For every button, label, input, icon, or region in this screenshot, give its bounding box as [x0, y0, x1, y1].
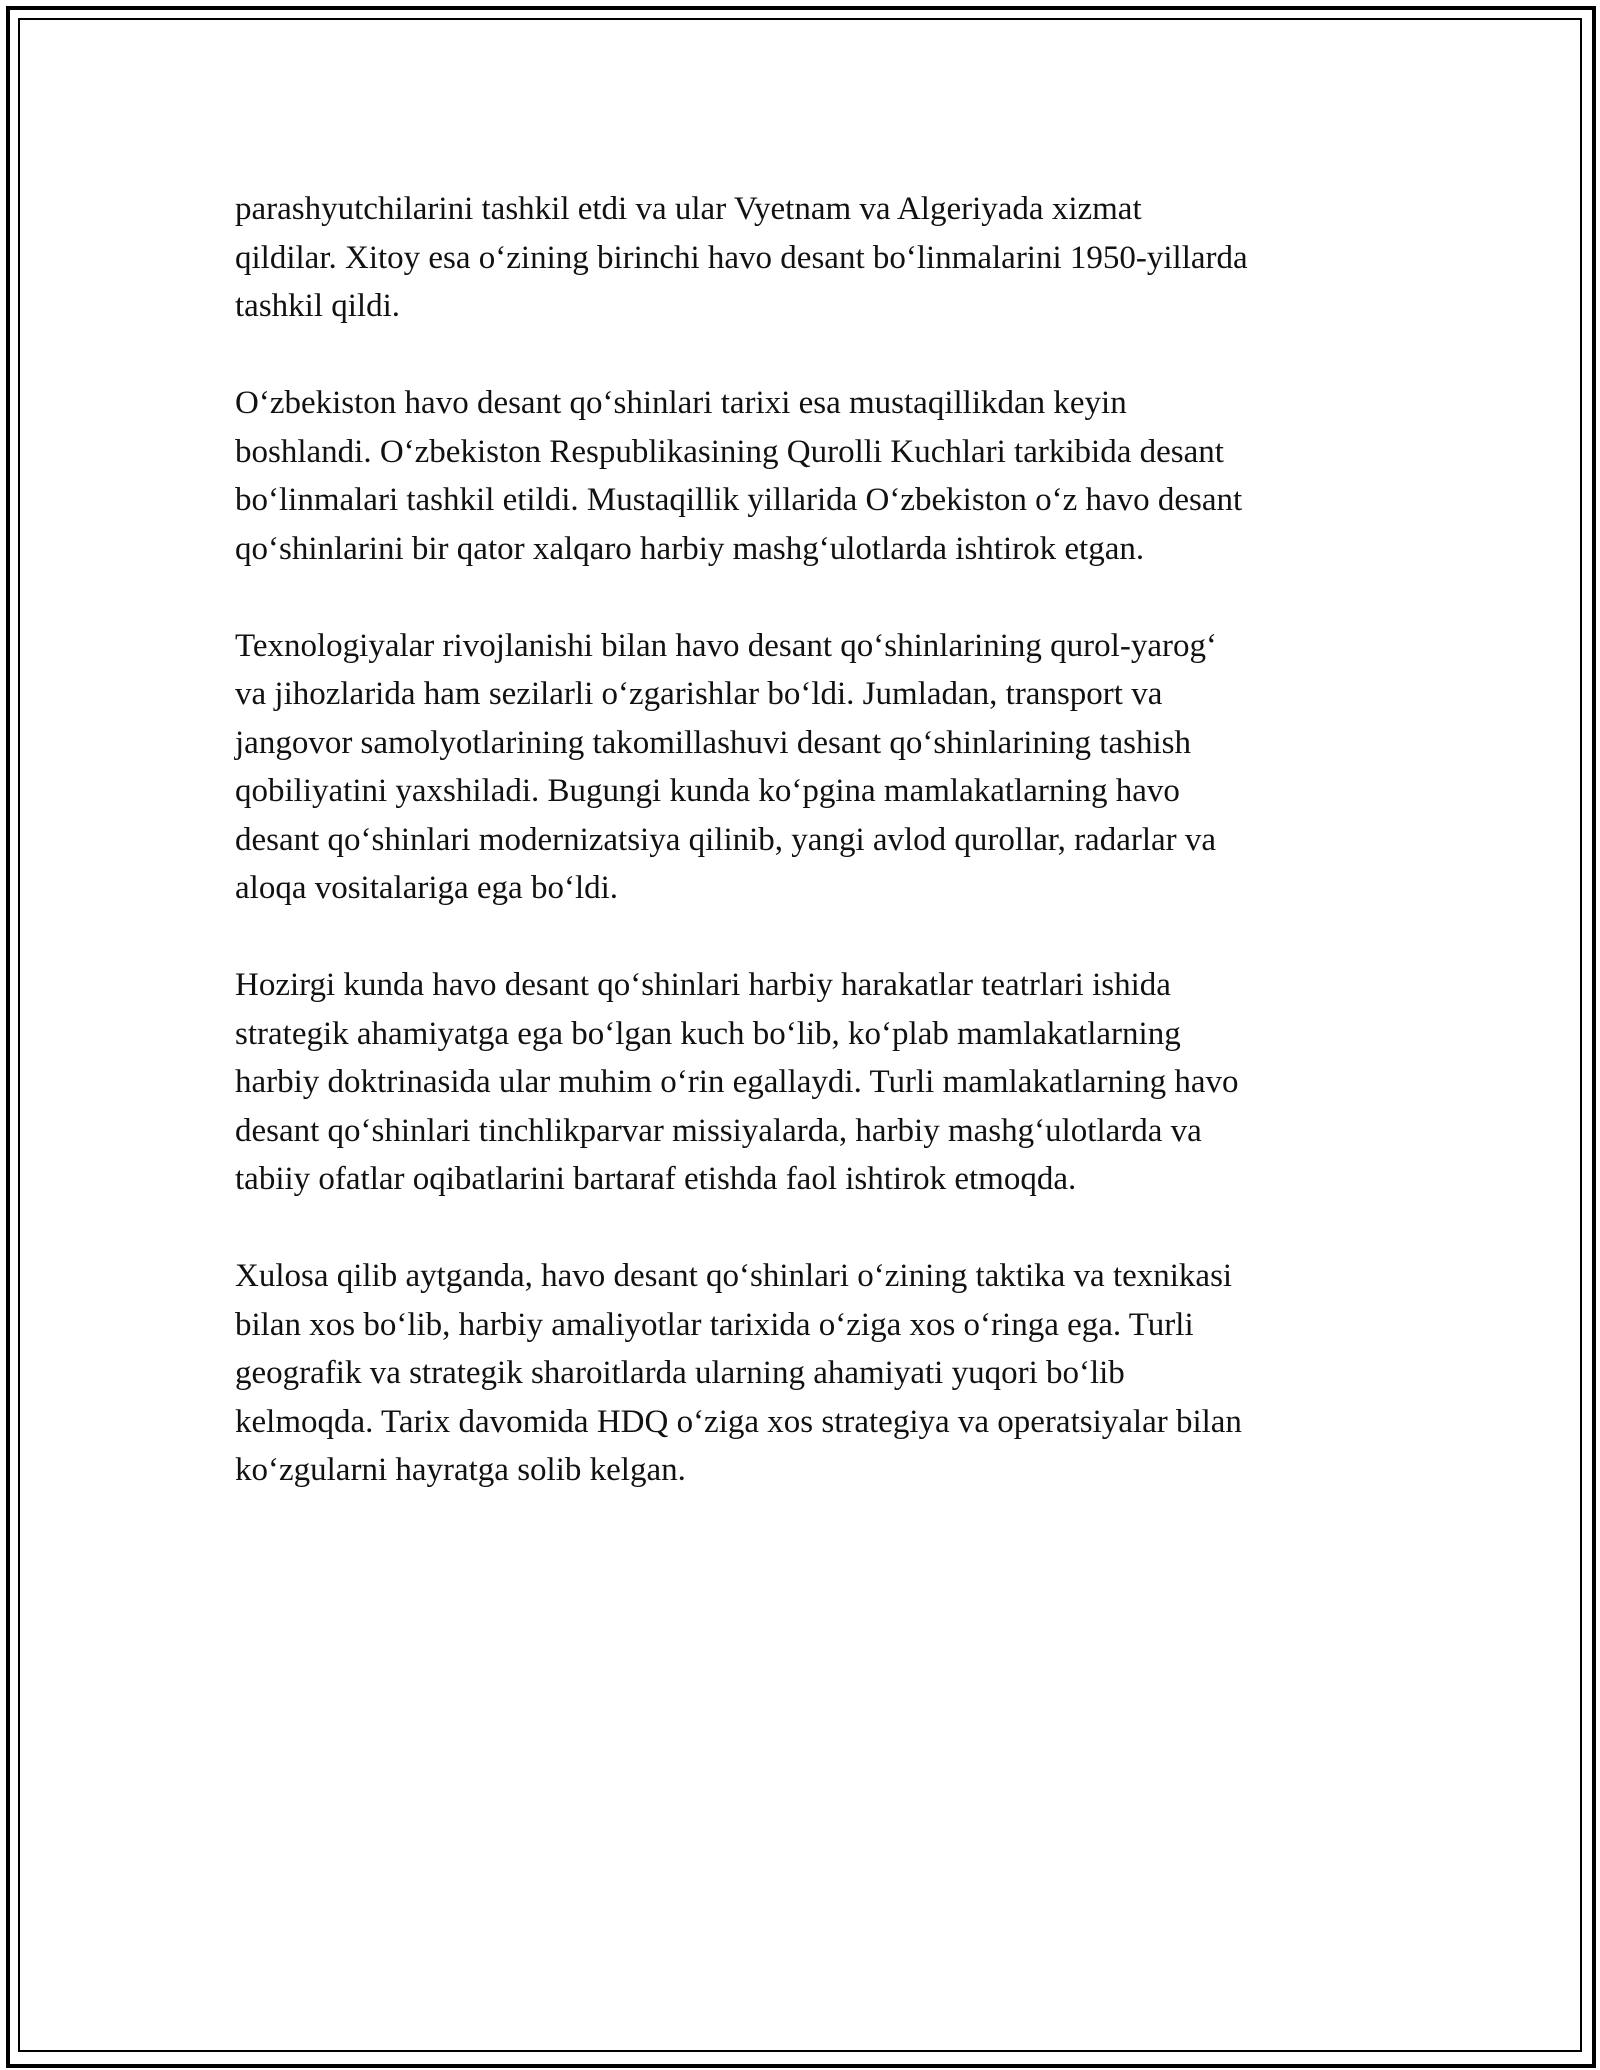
text-line: qildilar. Xitoy esa o‘zining birinchi havo desant bo‘linmalarini 1950-yillarda — [235, 239, 1248, 276]
text-line: Xulosa qilib aytganda, havo desant qo‘shinlari o‘zining taktika va texnikasi — [235, 1258, 1233, 1294]
paragraph-1 — [235, 185, 1365, 331]
text-line: bo‘linmalari tashkil etildi. Mustaqillik yillarida O‘zbekiston o‘z havo desant — [235, 482, 1243, 518]
paragraph-5 — [235, 1252, 1365, 1495]
text-line: harbiy doktrinasida ular muhim o‘rin egallaydi. Turli mamlakatlarning havo — [235, 1064, 1239, 1100]
paragraph-2 — [235, 379, 1365, 573]
text-line: tashkil qildi. — [235, 288, 400, 324]
text-line: ko‘zgularni hayratga solib kelgan. — [235, 1452, 686, 1488]
text-line: geografik va strategik sharoitlarda ularning ahamiyati yuqori bo‘lib — [235, 1355, 1125, 1391]
document-body — [235, 185, 1365, 1543]
text-line: qobiliyatini yaxshiladi. Bugungi kunda ko‘pgina mamlakatlarning havo — [235, 773, 1180, 809]
text-line: parashyutchilarini tashkil etdi va ular Vyetnam va Algeriyada xizmat — [235, 191, 1142, 227]
text-line: qo‘shinlarini bir qator xalqaro harbiy mashg‘ulotlarda ishtirok etgan. — [235, 530, 1145, 567]
text-line: tabiiy ofatlar oqibatlarini bartaraf etishda faol ishtirok etmoqda. — [235, 1161, 1077, 1197]
text-line: boshlandi. O‘zbekiston Respublikasining Qurolli Kuchlari tarkibida desant — [235, 433, 1224, 470]
paragraph-4 — [235, 961, 1365, 1204]
text-line: kelmoqda. Tarix davomida HDQ o‘ziga xos strategiya va operatsiyalar bilan — [235, 1403, 1242, 1440]
text-line: Texnologiyalar rivojlanishi bilan havo desant qo‘shinlarining qurol-yarog‘ — [235, 627, 1217, 664]
text-line: desant qo‘shinlari modernizatsiya qilinib, yangi avlod qurollar, radarlar va — [235, 821, 1217, 858]
text-line: Hozirgi kunda havo desant qo‘shinlari harbiy harakatlar teatrlari ishida — [235, 967, 1171, 1003]
text-line: jangovor samolyotlarining takomillashuvi desant qo‘shinlarining tashish — [235, 724, 1191, 761]
text-line: strategik ahamiyatga ega bo‘lgan kuch bo‘lib, ko‘plab mamlakatlarning — [235, 1015, 1181, 1052]
text-line: aloqa vositalariga ega bo‘ldi. — [235, 870, 619, 906]
text-line: desant qo‘shinlari tinchlikparvar missiyalarda, harbiy mashg‘ulotlarda va — [235, 1112, 1202, 1149]
paragraph-3 — [235, 622, 1365, 913]
text-line: O‘zbekiston havo desant qo‘shinlari tarixi esa mustaqillikdan keyin — [235, 385, 1127, 421]
text-line: va jihozlarida ham sezilarli o‘zgarishlar bo‘ldi. Jumladan, transport va — [235, 676, 1163, 712]
text-line: bilan xos bo‘lib, harbiy amaliyotlar tarixida o‘ziga xos o‘ringa ega. Turli — [235, 1306, 1194, 1343]
